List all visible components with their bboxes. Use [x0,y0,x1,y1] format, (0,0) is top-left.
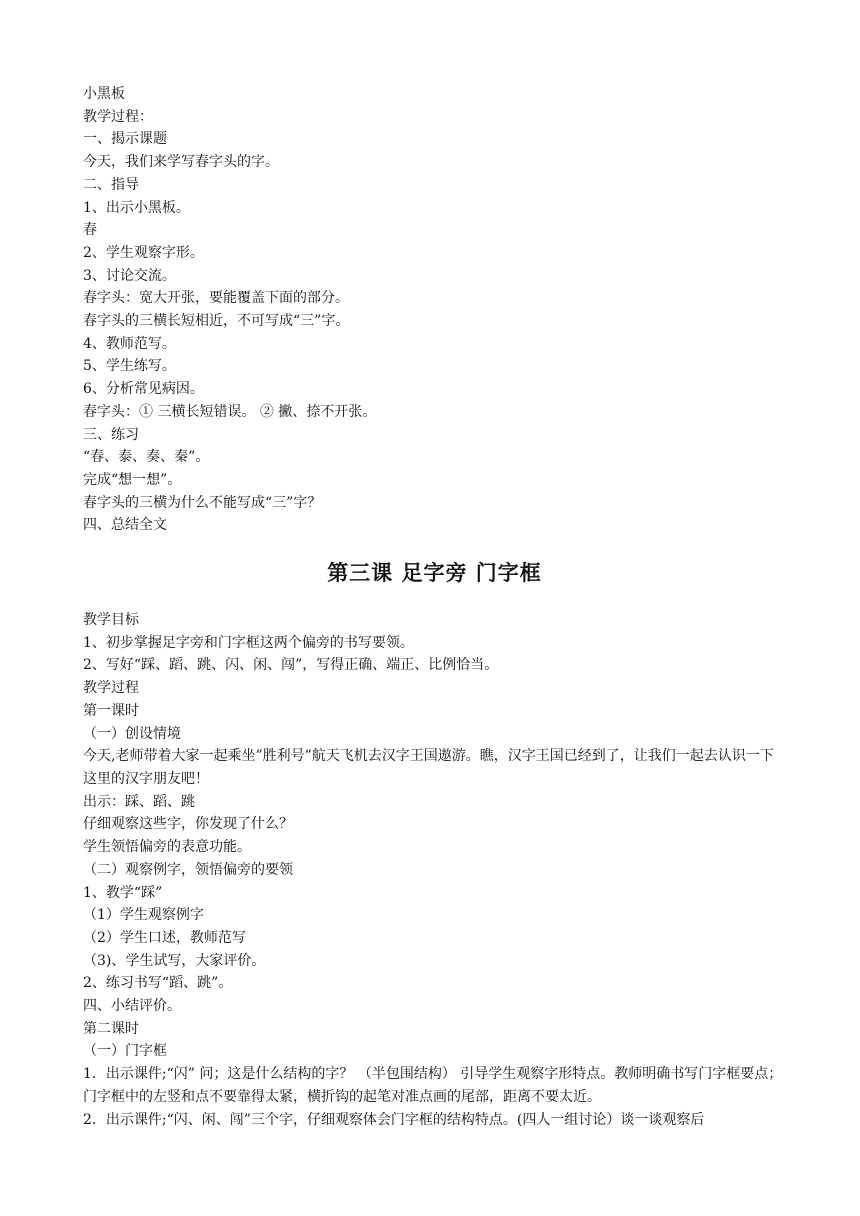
text-line: 小黑板 [83,86,125,102]
text-line: 5、学生练写。 [83,358,176,375]
text-line: 2、学生观察字形。 [83,244,204,261]
text-line: （一）创设情境 [83,725,181,742]
lesson-title: 第三课 足字旁 门字框 [327,561,542,586]
text-line: 教学过程 [83,680,139,697]
lesson-plan-part-1 [83,83,786,537]
text-line: （2）学生口述，教师范写 [83,929,246,946]
text-line: 教学过程： [83,108,153,125]
text-line: （一）门字框 [83,1043,167,1060]
text-line: （1）学生观察例字 [83,907,204,924]
text-line: 出示：踩、蹈、跳 [83,793,195,810]
text-line: 四、小结评价。 [83,998,181,1015]
text-paragraph: 今天,老师带着大家一起乘坐”胜利号”航天飞机去汉字王国遨游。瞧，汉字王国已经到了，让我们一起去认识一下这里的汉字朋友吧！ [83,748,774,787]
text-line: 3、讨论交流。 [83,267,176,284]
text-line: 教学目标 [83,612,139,629]
text-line: 春字头的三横为什么不能写成“三”字？ [83,494,322,511]
text-line: 6、分析常见病因。 [83,381,204,398]
text-line: 一、揭示课题 [83,131,167,148]
text-line: 学生领悟偏旁的表意功能。 [83,839,251,856]
text-line: 4、教师范写。 [83,335,176,352]
text-line: 完成“想一想”。 [83,471,182,488]
text-line: 2、练习书写“蹈、跳”。 [83,975,233,992]
text-line: （二）观察例字，领悟偏旁的要领 [83,861,293,878]
text-line: 1、教学“踩” [83,884,163,901]
text-line: 四、总结全文 [83,517,167,534]
text-line: 第二课时 [83,1020,139,1037]
text-line: 三、练习 [83,426,139,443]
text-line: 2、写好“踩、蹈、跳、闪、闲、闯”，写得正确、端正、比例恰当。 [83,657,499,674]
text-line: 春字头：① 三横长短错误。 ② 撇、捺不开张。 [83,403,377,420]
text-line: 春字头：宽大开张，要能覆盖下面的部分。 [83,290,349,307]
text-line: 春 [83,222,97,239]
text-line: 春字头的三横长短相近，不可写成“三”字。 [83,313,350,330]
text-line: 二、指导 [83,176,139,193]
text-line: “春、泰、奏、秦”。 [83,449,210,466]
text-line: 仔细观察这些字，你发现了什么？ [83,816,293,833]
text-line: 1、出示小黑板。 [83,199,190,216]
text-line: 1、初步掌握足字旁和门字框这两个偏旁的书写要领。 [83,634,414,651]
lesson-plan-part-2 [83,609,786,1131]
text-paragraph: 1．出示课件;“闪” 问；这是什么结构的字？ （半包围结构） 引导学生观察字形特点。教师明确书写门字框要点；门字框中的左竖和点不要靠得太紧，横折钩的起笔对准点画的尾部，距离不要太近。 [83,1066,783,1105]
text-line: 今天，我们来学写春字头的字。 [83,154,279,171]
text-line: 2．出示课件;“闪、闲、闯”三个字，仔细观察体会门字框的结构特点。(四人一组讨论）谈一谈观察后 [83,1111,705,1128]
text-line: 第一课时 [83,702,139,719]
text-line: （3)、学生试写，大家评价。 [83,952,266,969]
